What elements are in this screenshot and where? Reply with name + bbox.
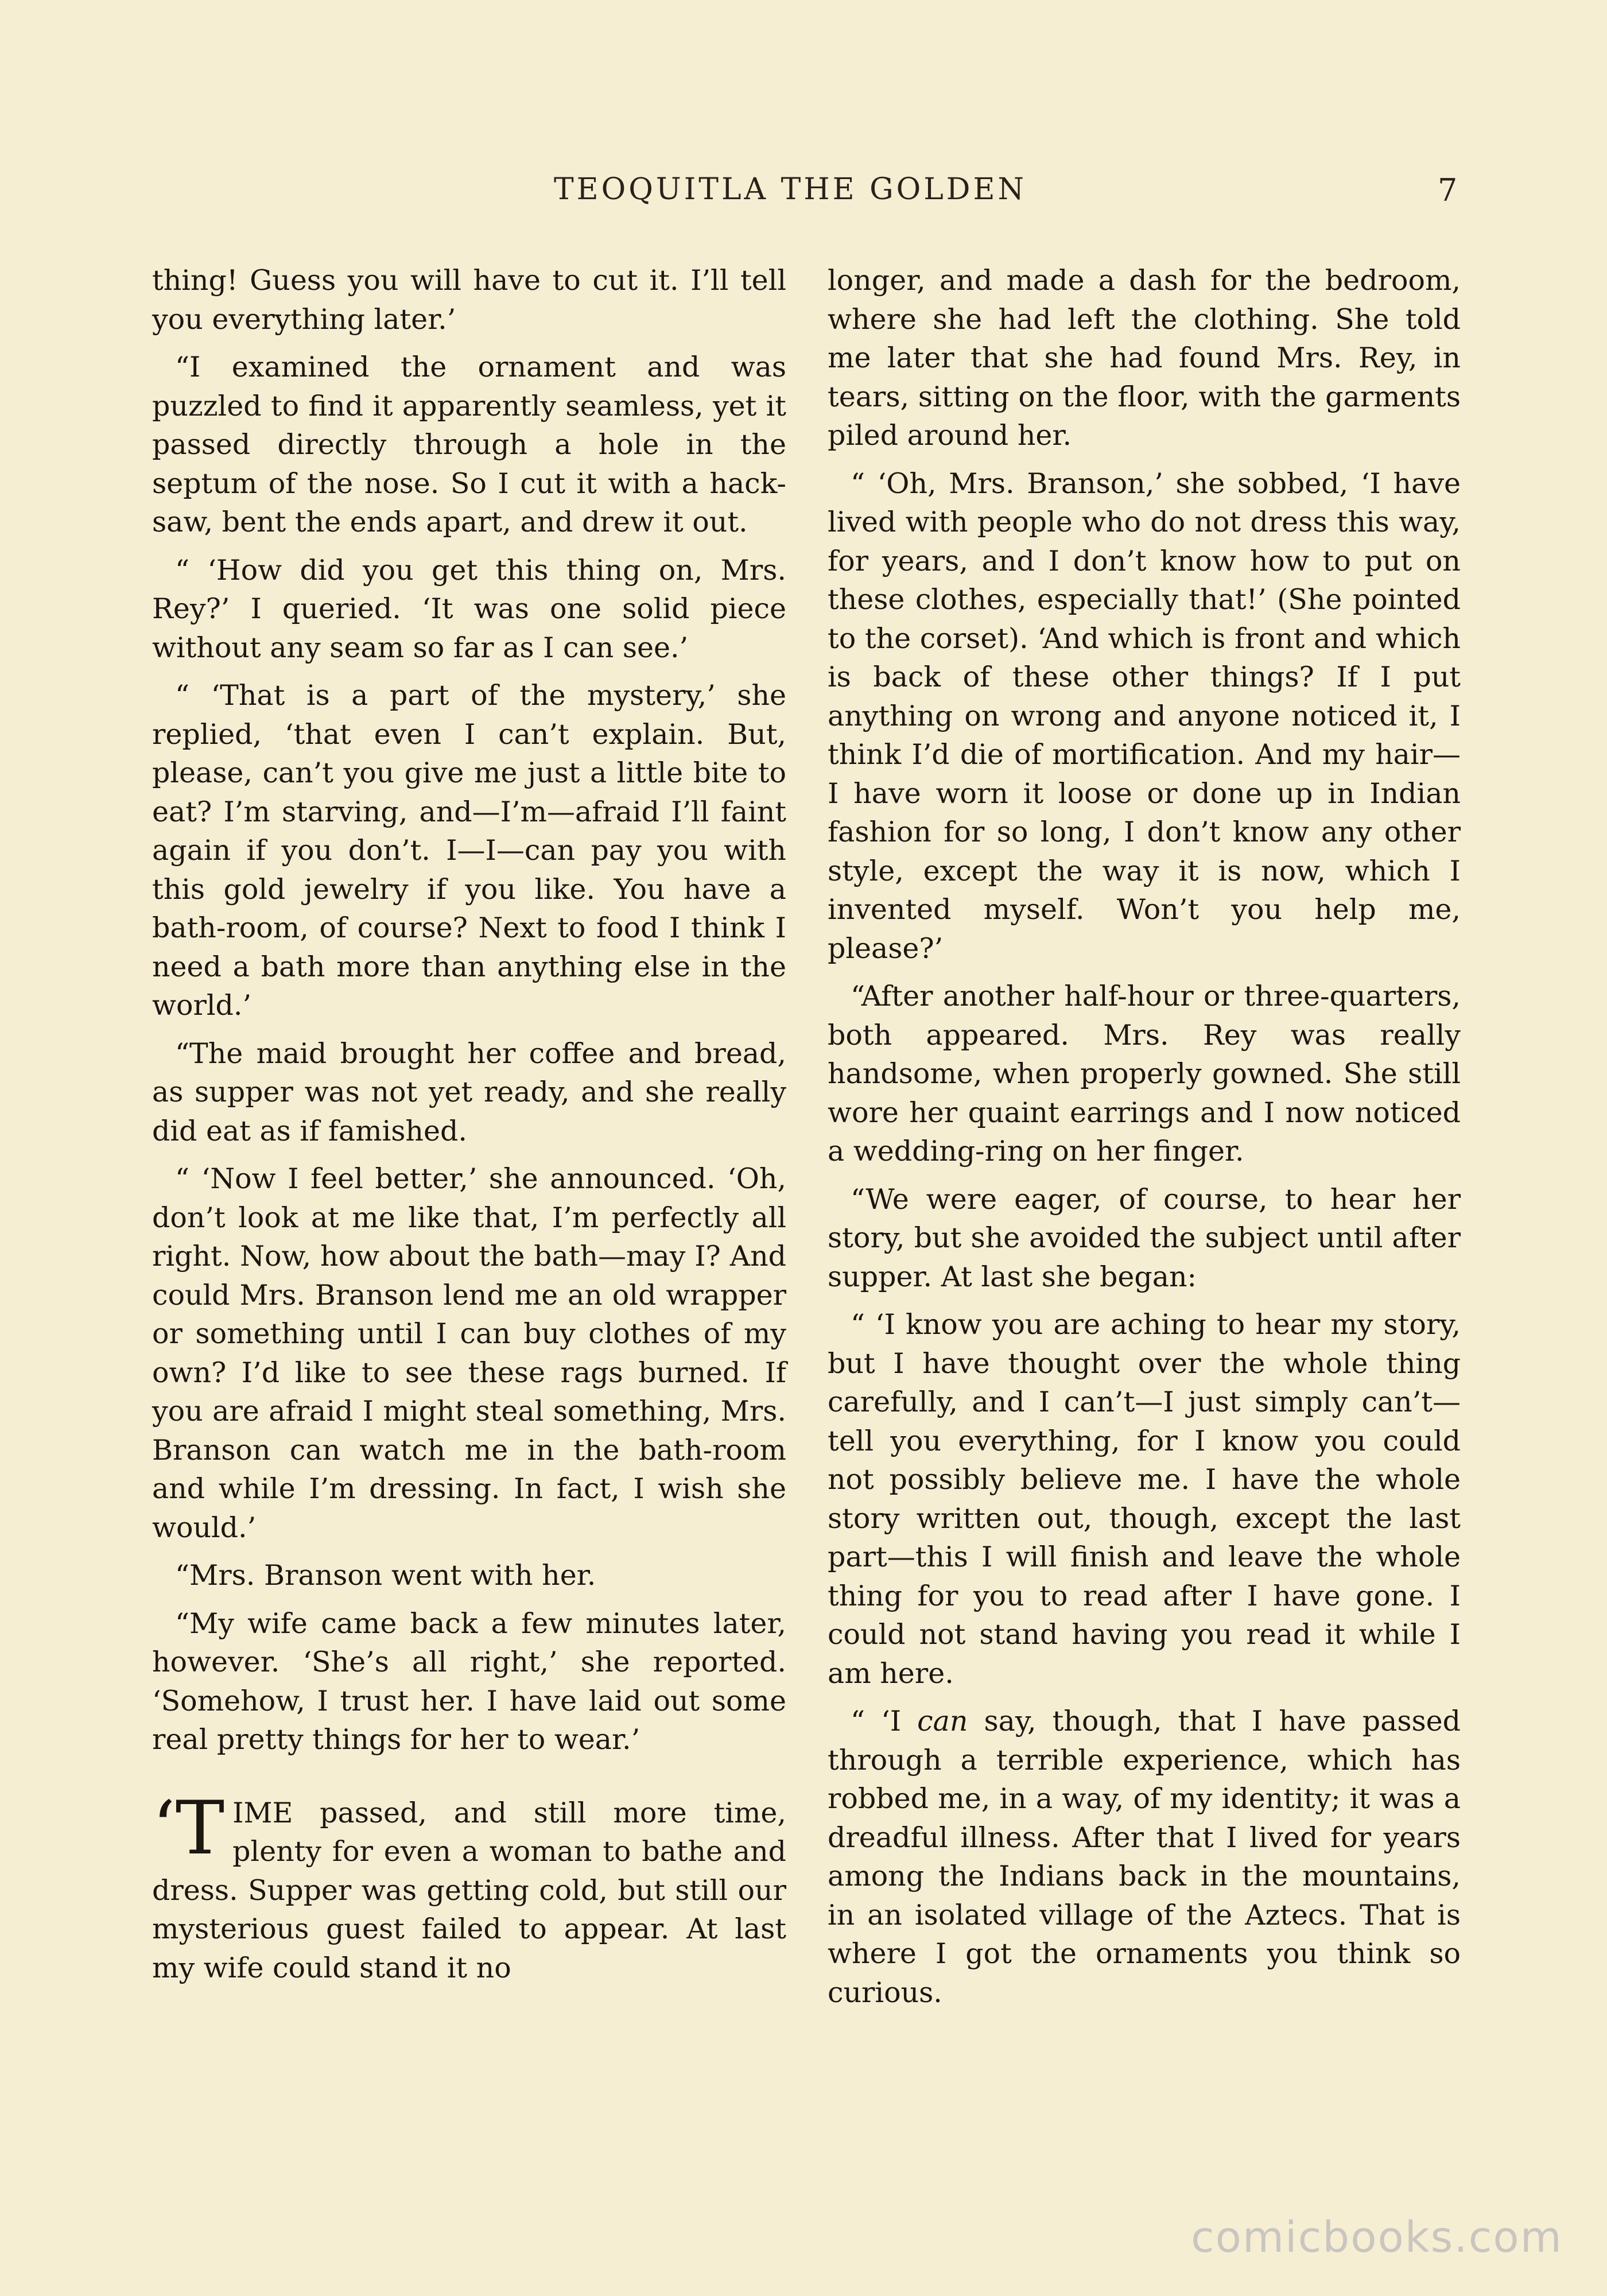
- paragraph: longer, and made a dash for the bedroom, where she had left the clothing. She told me later that she had found Mrs. Rey, in tears, sitting on the floor, with the garments piled around her.: [828, 264, 1461, 452]
- page-number: 7: [1438, 172, 1458, 208]
- paragraph: “ ‘That is a part of the mystery,’ she replied, ‘that even I can’t explain. But, please, can’t you give me just a little bite to eat? I’m starving, and—I’m—afraid I’ll faint again if you don’t. I—I—can pay you with this gold jewelry if you like. You have a bath-room, of course? Next to food I think I need a bath more than anything else in the world.’: [152, 679, 786, 1022]
- watermark: comicbooks.com: [1191, 2213, 1563, 2262]
- paragraph: “We were eager, of course, to hear her story, but she avoided the subject until after supper. At last she began:: [828, 1182, 1461, 1293]
- paragraph: “The maid brought her coffee and bread, as supper was not yet ready, and she really did eat as if famished.: [152, 1037, 786, 1147]
- paragraph: thing! Guess you will have to cut it. I’ll tell you everything later.’: [152, 264, 786, 336]
- paragraph: “After another half-hour or three-quarters, both appeared. Mrs. Rey was really handsome, when properly gowned. She still wore her quaint earrings and I now noticed a wedding-ring on her finger.: [828, 980, 1461, 1168]
- right-column: [828, 261, 1461, 2021]
- drop-cap: ‘T: [152, 1785, 225, 1871]
- page-header: [0, 172, 1607, 218]
- paragraph: “My wife came back a few minutes later, however. ‘She’s all right,’ she reported. ‘Somehow, I trust her. I have laid out some real pretty things for her to wear.’: [152, 1607, 786, 1756]
- paragraph: “ ‘I know you are aching to hear my story, but I have thought over the whole thing carefully, and I can’t—I just simply can’t—tell you everything, for I know you could not possibly believe me. I have the whole story written out, though, except the last part—this I will finish and leave the whole thing for you to read after I have gone. I could not stand having you read it while I am here.: [828, 1308, 1461, 1690]
- left-column: [152, 261, 786, 1996]
- section-paragraph-text: IME passed, and still more time, plenty for even a woman to bathe and dress. Supper was getting cold, but still our mysterious guest failed to appear. At last my wife could stand it no: [152, 1796, 786, 1984]
- paragraph: “ ‘Oh, Mrs. Branson,’ she sobbed, ‘I have lived with people who do not dress this way, for years, and I don’t know how to put on these clothes, especially that!’ (She pointed to the corset). ‘And which is front and which is back of these other things? If I put anything on wrong and anyone noticed it, I think I’d die of mortification. And my hair—I have worn it loose or done up in Indian fashion for so long, I don’t know any other style, except the way it is now, which I invented myself. Won’t you help me, please?’: [828, 467, 1461, 965]
- running-title: TEOQUITLA THE GOLDEN: [554, 172, 1027, 207]
- paragraph: “ ‘Now I feel better,’ she announced. ‘Oh, don’t look at me like that, I’m perfectly all right. Now, how about the bath—may I? And could Mrs. Branson lend me an old wrapper or something until I can buy clothes of my own? I’d like to see these rags burned. If you are afraid I might steal something, Mrs. Branson can watch me in the bath-room and while I’m dressing. In fact, I wish she would.’: [152, 1162, 786, 1544]
- paragraph-rest: say, though, that I have passed through a terrible experience, which has robbed me, in a way, of my identity; it was a dreadful illness. After that I lived for years among the Indians back in the mountains, in an isolated village of the Aztecs. That is where I got the ornaments you think so curious.: [828, 1705, 1461, 2009]
- emphasized-word: can: [917, 1705, 968, 1737]
- paragraph: [828, 1702, 1461, 2012]
- paragraph: “I examined the ornament and was puzzled to find it apparently seamless, yet it passed directly through a hole in the septum of the nose. So I cut it with a hack-saw, bent the ends apart, and drew it out.: [152, 351, 786, 538]
- section-paragraph: [152, 1785, 786, 1988]
- paragraph-prefix: “ ‘I: [851, 1705, 918, 1737]
- paragraph: “ ‘How did you get this thing on, Mrs. Rey?’ I queried. ‘It was one solid piece without any seam so far as I can see.’: [152, 553, 786, 664]
- paragraph: “Mrs. Branson went with her.: [175, 1559, 596, 1592]
